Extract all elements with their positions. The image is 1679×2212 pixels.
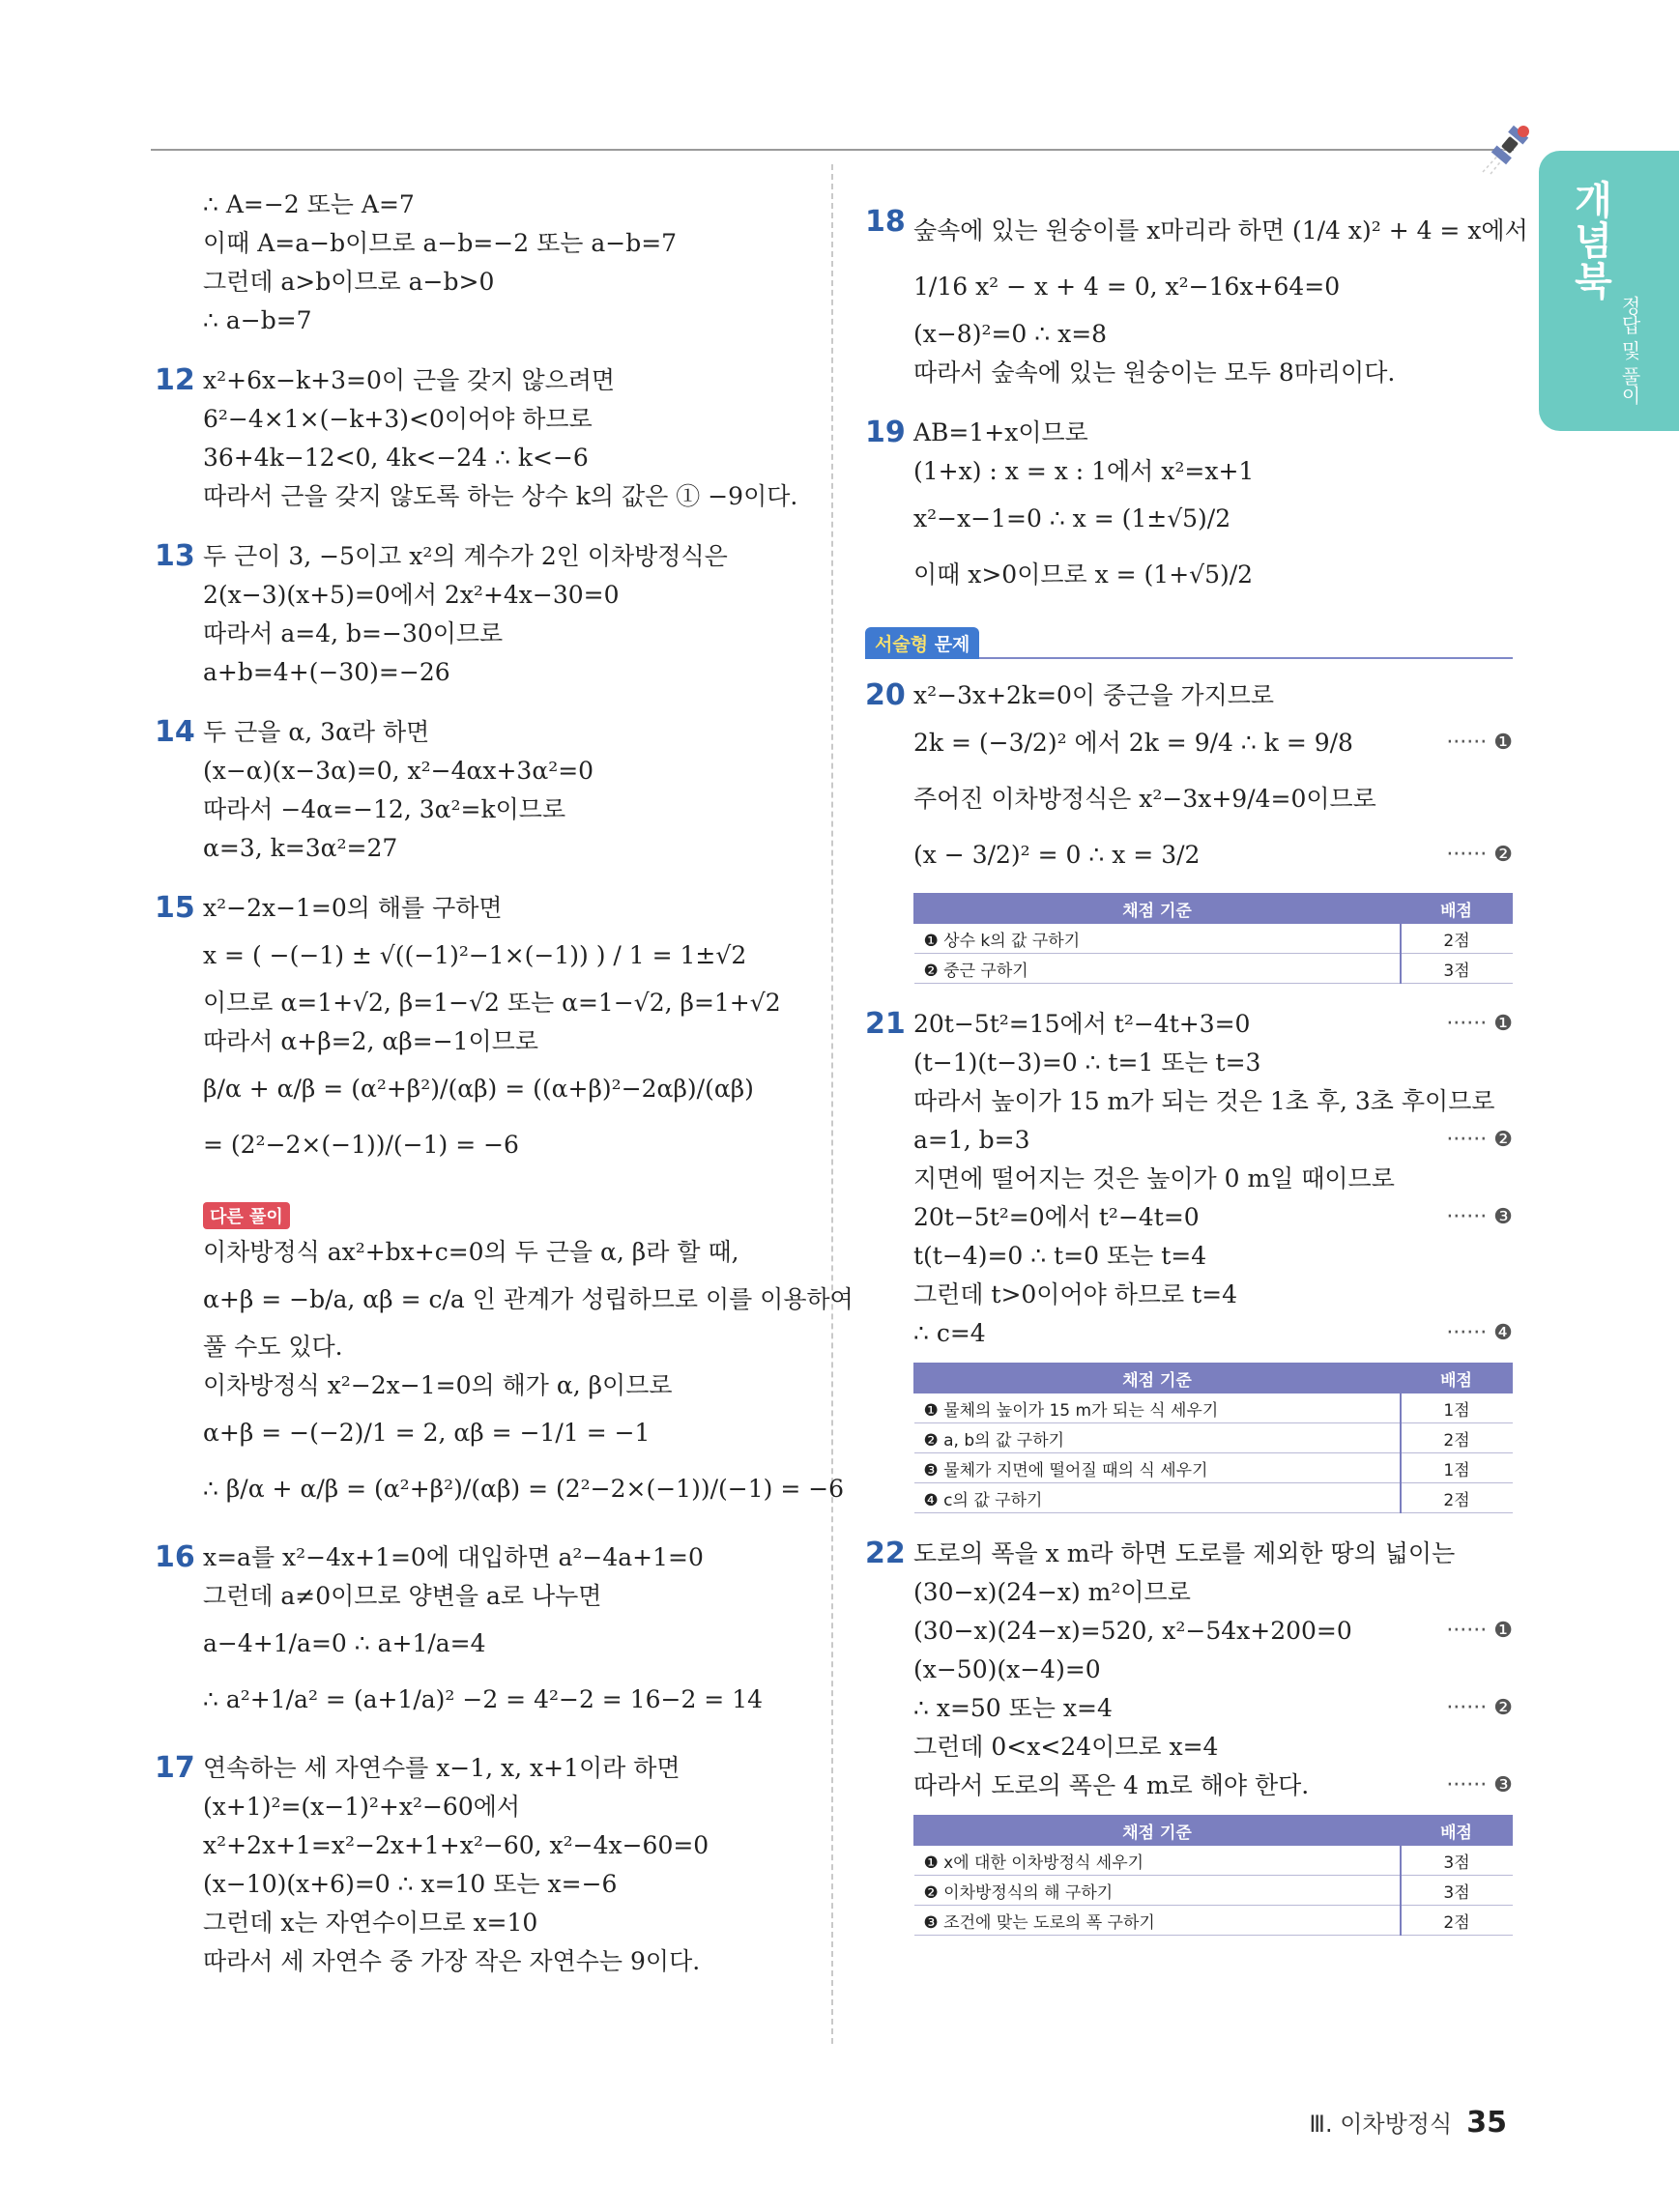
problem-number: 14 [155,715,195,749]
solution-text: α+β = −(−2)/1 = 2, αβ = −1/1 = −1 [203,1419,651,1447]
solution-line [203,829,812,868]
solution-text: ∴ a−b=7 [203,306,312,334]
scoring-header-cell: 채점 기준 [914,1364,1401,1393]
scoring-row [914,1423,1513,1453]
solution-line [203,1061,812,1117]
solution-lines [203,1233,854,1517]
solution-line [203,713,812,752]
scoring-table [913,1363,1513,1513]
scoring-points: 3점 [1401,1876,1513,1906]
solution-line [913,203,1528,259]
solution-lines [203,361,812,516]
solution-text: 이때 A=a−b이므로 a−b=−2 또는 a−b=7 [203,229,678,257]
scoring-criterion: ❶ x에 대한 이차방정식 세우기 [914,1846,1401,1876]
solution-text: 주어진 이차방정식은 x²−3x+9/4=0이므로 [913,785,1376,813]
solution-line [913,1651,1513,1689]
problem-block [865,676,1513,984]
scoring-table [913,1815,1513,1936]
solution-lines [203,889,812,1173]
scoring-header-cell: 배점 [1401,1364,1513,1393]
column-divider [831,164,833,2044]
solution-text: (1+x) : x = x : 1에서 x²=x+1 [913,457,1255,485]
solution-text: (30−x)(24−x)=520, x²−54x+200=0 [913,1617,1352,1645]
solution-lines [913,414,1513,603]
solution-line [913,1767,1513,1805]
solution-text: ∴ a²+1/a² = (a+1/a)² −2 = 4²−2 = 16−2 = 14 [203,1685,764,1713]
solution-line [913,1728,1513,1767]
problem-block [155,889,812,1173]
solution-line [203,1942,812,1981]
solution-line [203,263,812,302]
problem-number: 20 [865,678,906,712]
problem-block [865,414,1513,603]
solution-line [913,452,1513,491]
solution-line [203,477,812,516]
solution-text: AB=1+x이므로 [913,418,1088,446]
scoring-row [914,924,1513,954]
solution-line [203,1233,812,1272]
scoring-points: 1점 [1401,1453,1513,1483]
solution-text: 지면에 떨어지는 것은 높이가 0 m일 때이므로 [913,1164,1395,1192]
solution-text: 그런데 a≠0이므로 양변을 a로 나누면 [203,1582,602,1610]
solution-text: 숲속에 있는 원숭이를 x마리라 하면 (1/4 x)² + 4 = x에서 [913,216,1528,244]
problem-block [865,1535,1513,1936]
solution-text: 20t−5t²=0에서 t²−4t=0 [913,1203,1200,1231]
solution-line [913,315,1513,354]
step-marker: ······ ❷ [1446,843,1513,867]
solution-text: x = ( −(−1) ± √((−1)²−1×(−1)) ) / 1 = 1±√2 [203,941,747,969]
problem-block [155,1194,854,1517]
solution-text: 따라서 a=4, b=−30이므로 [203,619,504,647]
solution-text: x²+2x+1=x²−2x+1+x²−60, x²−4x−60=0 [203,1831,709,1859]
solution-line [203,186,812,224]
solution-text: 따라서 −4α=−12, 3α²=k이므로 [203,795,566,823]
scoring-header-row [914,1816,1513,1846]
side-tab-title: 개념북 [1568,180,1612,302]
problem-number: 19 [865,416,906,449]
solution-line [913,1198,1513,1237]
step-marker: ······ ❹ [1446,1321,1513,1345]
solution-text: a+b=4+(−30)=−26 [203,658,450,686]
problem-number: 18 [865,205,906,239]
solution-text: 따라서 세 자연수 중 가장 작은 자연수는 9이다. [203,1947,701,1975]
solution-lines [913,203,1528,392]
solution-line [203,1405,812,1461]
solution-line [913,1044,1513,1082]
scoring-points: 2점 [1401,1906,1513,1936]
solution-line [913,547,1513,603]
problem-number: 22 [865,1537,906,1570]
footer-chapter: Ⅲ. 이차방정식 [1309,2111,1453,2138]
scoring-points: 2점 [1401,1423,1513,1453]
solution-text: 따라서 근을 갖지 않도록 하는 상수 k의 값은 ① −9이다. [203,482,798,510]
problem-block [155,361,812,516]
solution-line [203,1672,812,1728]
solution-text: α=3, k=3α²=27 [203,834,398,862]
solution-text: 두 근이 3, −5이고 x²의 계수가 2인 이차방정식은 [203,542,728,570]
solution-line [913,259,1513,315]
solution-text: 그런데 t>0이어야 하므로 t=4 [913,1280,1237,1308]
solution-line [203,615,812,653]
scoring-header-row [914,1364,1513,1393]
solution-text: = (2²−2×(−1))/(−1) = −6 [203,1131,519,1159]
solution-lines [913,1535,1513,1805]
scoring-row [914,1483,1513,1513]
solution-text: x²−2x−1=0의 해를 구하면 [203,894,503,922]
solution-text: (x−8)²=0 ∴ x=8 [913,320,1108,348]
solution-text: x²−x−1=0 ∴ x = (1±√5)/2 [913,504,1231,532]
page-footer [1309,2105,1507,2140]
side-tab[interactable] [1539,151,1679,431]
scoring-row [914,1846,1513,1876]
solution-lines [203,713,812,868]
problem-number: 12 [155,363,195,397]
solution-line [913,1082,1513,1121]
solution-line [203,1577,812,1616]
essay-tag-b: 문제 [934,634,970,655]
solution-text: 따라서 도로의 폭은 4 m로 해야 한다. [913,1771,1310,1799]
solution-lines [913,676,1513,883]
problem-number: 16 [155,1540,195,1574]
solution-lines [203,1538,812,1728]
solution-line [203,1616,812,1672]
problem-number: 13 [155,539,195,573]
solution-line [203,790,812,829]
solution-text: 2(x−3)(x+5)=0에서 2x²+4x−30=0 [203,581,620,609]
scoring-criterion: ❷ 이차방정식의 해 구하기 [914,1876,1401,1906]
solution-text: x²−3x+2k=0이 중근을 가지므로 [913,681,1275,709]
solution-line [203,302,812,340]
solution-text: ∴ β/α + α/β = (α²+β²)/(αβ) = (2²−2×(−1))/(−1) = −6 [203,1475,845,1503]
solution-line [913,1314,1513,1353]
alt-solution-badge: 다른 풀이 [203,1202,290,1229]
problem-block [155,186,812,340]
solution-line [913,491,1513,547]
solution-line [913,1160,1513,1198]
solution-line [203,537,812,576]
problem-block [155,1538,812,1728]
solution-text: 그런데 a>b이므로 a−b>0 [203,268,495,296]
scoring-points: 3점 [1401,1846,1513,1876]
solution-line [203,1538,812,1577]
solution-text: ∴ c=4 [913,1319,986,1347]
scoring-row [914,1906,1513,1936]
scoring-header-cell: 채점 기준 [914,1816,1401,1846]
solution-text: β/α + α/β = (α²+β²)/(αβ) = ((α+β)²−2αβ)/(αβ) [203,1075,754,1103]
solution-line [913,1237,1513,1276]
solution-text: 두 근을 α, 3α라 하면 [203,718,430,746]
solution-line [203,653,812,692]
solution-text: 이차방정식 x²−2x−1=0의 해가 α, β이므로 [203,1371,673,1399]
solution-line [913,1005,1513,1044]
scoring-table [913,893,1513,984]
scoring-criterion: ❷ a, b의 값 구하기 [914,1423,1401,1453]
solution-lines [203,186,812,340]
solution-line [203,576,812,615]
solution-lines [913,1005,1513,1353]
scoring-header-cell: 배점 [1401,894,1513,924]
solution-text: 이때 x>0이므로 x = (1+√5)/2 [913,560,1254,589]
scoring-row [914,1876,1513,1906]
problem-block [155,1749,812,1981]
solution-text: (x−α)(x−3α)=0, x²−4αx+3α²=0 [203,757,594,785]
solution-text: 6²−4×1×(−k+3)<0이어야 하므로 [203,405,593,433]
solution-line [203,1904,812,1942]
step-marker: ······ ❷ [1446,1128,1513,1152]
solution-line [913,1573,1513,1612]
satellite-icon [1479,114,1541,176]
solution-line [203,1461,845,1517]
problem-number: 17 [155,1751,195,1785]
solution-text: (x − 3/2)² = 0 ∴ x = 3/2 [913,841,1201,869]
step-marker: ······ ❶ [1446,1012,1513,1036]
solution-line [913,771,1513,827]
solution-line [913,354,1513,392]
solution-text: 도로의 폭을 x m라 하면 도로를 제외한 땅의 넓이는 [913,1539,1456,1567]
solution-lines [203,1749,812,1981]
side-tab-subtitle: 정답 및 풀이 [1618,296,1641,405]
problem-block [155,537,812,692]
solution-text: (t−1)(t−3)=0 ∴ t=1 또는 t=3 [913,1049,1261,1077]
solution-line [913,715,1513,771]
step-marker: ······ ❸ [1446,1773,1513,1797]
problem-block [865,1005,1513,1513]
solution-text: 풀 수도 있다. [203,1333,343,1361]
solution-text: 따라서 숲속에 있는 원숭이는 모두 8마리이다. [913,359,1396,387]
scoring-criterion: ❶ 물체의 높이가 15 m가 되는 식 세우기 [914,1393,1401,1423]
scoring-points: 2점 [1401,924,1513,954]
step-marker: ······ ❶ [1446,1619,1513,1643]
solution-line [203,1022,812,1061]
scoring-row [914,1393,1513,1423]
solution-text: 1/16 x² − x + 4 = 0, x²−16x+64=0 [913,273,1341,301]
solution-line [203,1328,812,1366]
scoring-criterion: ❹ c의 값 구하기 [914,1483,1401,1513]
problem-number: 15 [155,891,195,925]
solution-text: (x+1)²=(x−1)²+x²−60에서 [203,1793,521,1821]
solution-text: 그런데 0<x<24이므로 x=4 [913,1733,1219,1761]
solution-line [203,1117,812,1173]
header-rule [151,149,1514,151]
step-marker: ······ ❸ [1446,1205,1513,1229]
scoring-criterion: ❶ 상수 k의 값 구하기 [914,924,1401,954]
solution-text: 그런데 x는 자연수이므로 x=10 [203,1909,538,1937]
essay-section-header [865,624,1513,659]
solution-line [913,676,1513,715]
solution-line [203,928,812,984]
solution-text: t(t−4)=0 ∴ t=0 또는 t=4 [913,1242,1207,1270]
scoring-criterion: ❷ 중근 구하기 [914,954,1401,984]
solution-line [913,1689,1513,1728]
scoring-points: 1점 [1401,1393,1513,1423]
problem-block [865,203,1528,392]
solution-line [913,1276,1513,1314]
solution-text: x=a를 x²−4x+1=0에 대입하면 a²−4a+1=0 [203,1543,704,1571]
solution-text: 20t−5t²=15에서 t²−4t+3=0 [913,1010,1251,1038]
step-marker: ······ ❷ [1446,1696,1513,1720]
solution-line [913,1612,1513,1651]
solution-lines [203,537,812,692]
solution-line [203,439,812,477]
solution-line [203,1272,854,1328]
solution-line [203,361,812,400]
solution-line [913,1535,1513,1573]
scoring-row [914,1453,1513,1483]
scoring-criterion: ❸ 조건에 맞는 도로의 폭 구하기 [914,1906,1401,1936]
solution-line [203,1749,812,1788]
solution-text: 이므로 α=1+√2, β=1−√2 또는 α=1−√2, β=1+√2 [203,989,781,1017]
page-number: 35 [1466,2106,1507,2140]
solution-text: a=1, b=3 [913,1126,1030,1154]
solution-text: 연속하는 세 자연수를 x−1, x, x+1이라 하면 [203,1754,680,1782]
solution-text: (x−10)(x+6)=0 ∴ x=10 또는 x=−6 [203,1870,618,1898]
solution-line [203,1865,812,1904]
solution-text: 따라서 높이가 15 m가 되는 것은 1초 후, 3초 후이므로 [913,1087,1495,1115]
scoring-row [914,954,1513,984]
solution-line [203,889,812,928]
scoring-header-cell: 배점 [1401,1816,1513,1846]
solution-line [203,1788,812,1826]
right-column [865,203,1528,1957]
solution-line [913,1121,1513,1160]
solution-line [203,400,812,439]
solution-text: (x−50)(x−4)=0 [913,1655,1101,1683]
solution-text: ∴ A=−2 또는 A=7 [203,190,415,218]
solution-line [203,984,812,1022]
solution-line [203,752,812,790]
solution-text: a−4+1/a=0 ∴ a+1/a=4 [203,1629,486,1657]
solution-text: α+β = −b/a, αβ = c/a 인 관계가 성립하므로 이를 이용하여 [203,1285,854,1313]
scoring-points: 2점 [1401,1483,1513,1513]
scoring-points: 3점 [1401,954,1513,984]
problem-block [155,713,812,868]
scoring-criterion: ❸ 물체가 지면에 떨어질 때의 식 세우기 [914,1453,1401,1483]
scoring-header-cell: 채점 기준 [914,894,1401,924]
solution-line [203,224,812,263]
essay-tag-a: 서술형 [875,634,929,655]
solution-text: (30−x)(24−x) m²이므로 [913,1578,1191,1606]
solution-line [203,1826,812,1865]
solution-text: 36+4k−12<0, 4k<−24 ∴ k<−6 [203,444,589,472]
solution-text: ∴ x=50 또는 x=4 [913,1694,1113,1722]
solution-line [203,1366,812,1405]
solution-text: 2k = (−3/2)² 에서 2k = 9/4 ∴ k = 9/8 [913,729,1353,757]
solution-text: x²+6x−k+3=0이 근을 갖지 않으려면 [203,366,616,394]
essay-section-tag [865,627,979,659]
problem-number: 21 [865,1007,906,1041]
left-column [155,186,854,2002]
solution-text: 따라서 α+β=2, αβ=−1이므로 [203,1027,539,1055]
scoring-header-row [914,894,1513,924]
step-marker: ······ ❶ [1446,731,1513,755]
solution-text: 이차방정식 ax²+bx+c=0의 두 근을 α, β라 할 때, [203,1238,739,1266]
solution-line [913,827,1513,883]
solution-line [913,414,1513,452]
